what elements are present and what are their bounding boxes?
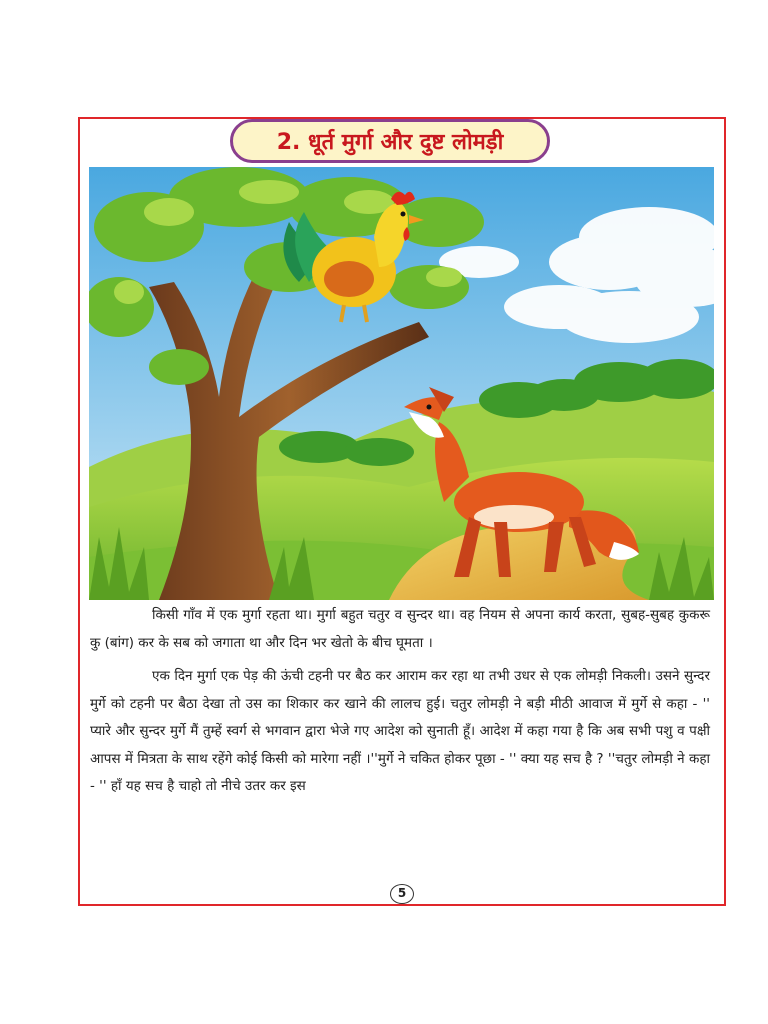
story-illustration <box>89 167 714 600</box>
page-number: 5 <box>390 884 414 904</box>
chapter-title-banner <box>230 119 550 163</box>
story-paragraph-1: किसी गाँव में एक मुर्गा रहता था। मुर्गा बहुत चतुर व सुन्दर था। वह नियम से अपना कार्य करता, सुबह-सुबह कुकरू कु (बांग) कर के सब को जगाता था और दिन भर खेतो के बीच घूमता । <box>90 607 710 651</box>
story-paragraph-2: एक दिन मुर्गा एक पेड़ की ऊंची टहनी पर बैठ कर आराम कर रहा था तभी उधर से एक लोमड़ी निकली। उसने सुन्दर मुर्गे को टहनी पर बैठा देखा तो उस का शिकार कर खाने की लालच हुई। चतुर लोमड़ी ने बड़ी मीठी आवाज में मुर्गे से कहा - '' प्यारे और सुन्दर मुर्गे मैं तुम्हें स्वर्ग से भगवान द्वारा भेजे गए आदेश को सुनाती हूँ। आदेश में कहा गया है कि अब सभी पशु व पक्षी आपस में मित्रता के साथ रहेंगे कोई किसी को मारेगा नहीं ।''मुर्गे ने चकित होकर पूछा - '' क्या यह सच है ? ''चतुर लोमड़ी ने कहा - '' हाँ यह सच है चाहो तो नीचे उतर कर इस <box>90 668 710 794</box>
story-text <box>90 602 710 801</box>
chapter-title: 2. धूर्त मुर्गा और दुष्ट लोमड़ी <box>276 130 504 155</box>
